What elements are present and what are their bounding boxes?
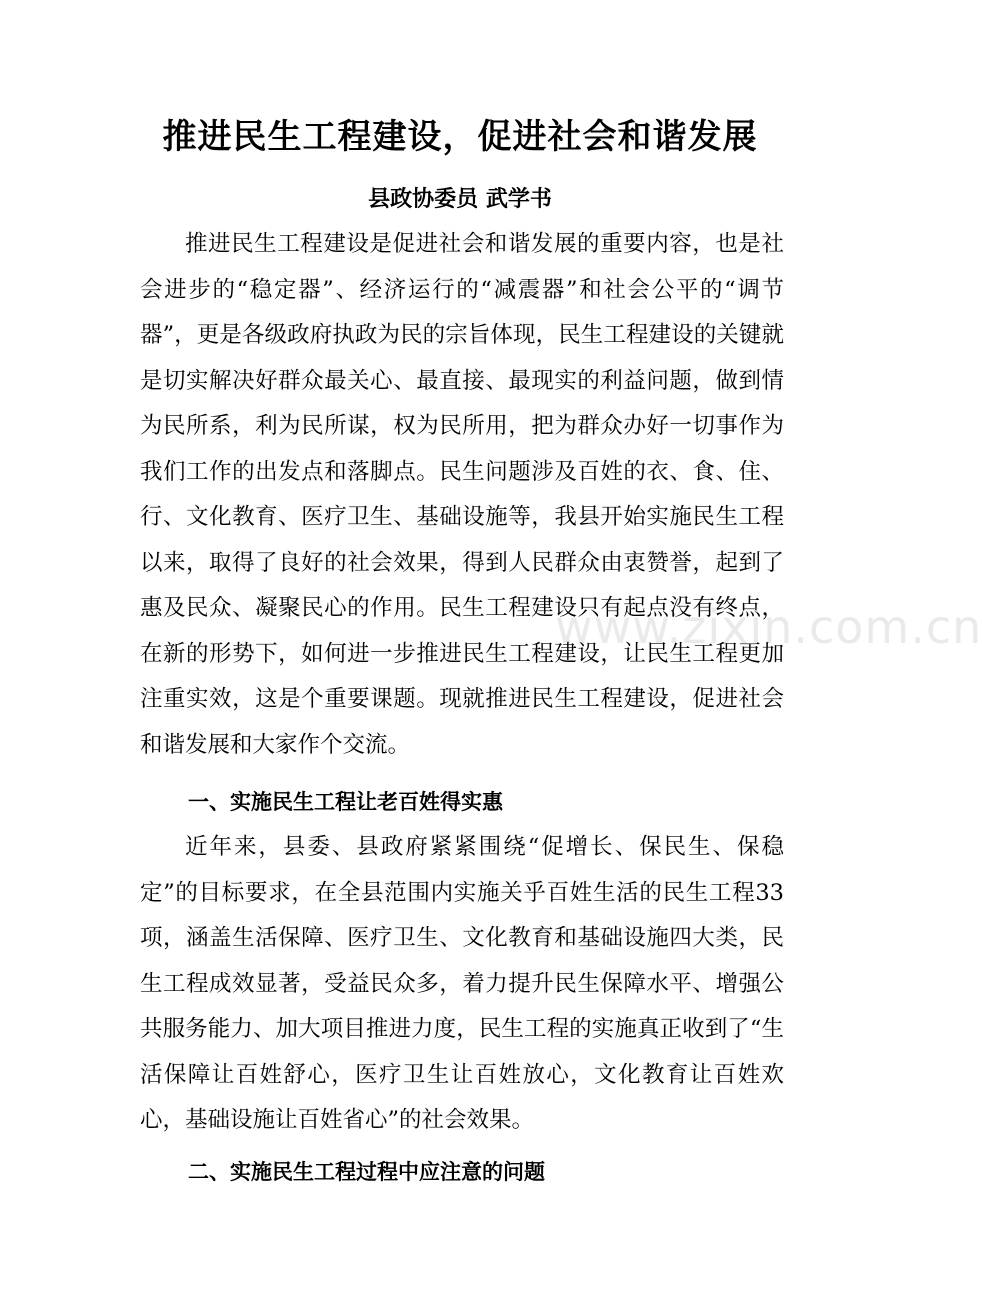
section-heading-2: 二、实施民生工程过程中应注意的问题 — [188, 1160, 545, 1184]
watermark: www.zixin.com.cn — [555, 600, 982, 654]
body-paragraph-intro: 推进民生工程建设是促进社会和谐发展的重要内容，也是社会进步的“稳定器”、经济运行的“减震器”和社会公平的“调节器”，更是各级政府执政为民的宗旨体现，民生工程建设的关键就是切实解决好群众最关心、最直接、最现实的利益问题，做到情为民所系，利为民所谋，权为民所用，把为群众办好一切事作为我们工作的出发点和落脚点。民生问题涉及百姓的衣、食、住、行、文化教育、医疗卫生、基础设施等，我县开始实施民生工程以来，取得了良好的社会效果，得到人民群众由衷赞誉，起到了惠及民众、凝聚民心的作用。民生工程建设只有起点没有终点，在新的形势下，如何进一步推进民生工程建设，让民生工程更加注重实效，这是个重要课题。现就推进民生工程建设，促进社会和谐发展和大家作个交流。 — [140, 231, 784, 758]
body-paragraph-section-1: 近年来，县委、县政府紧紧围绕“促增长、保民生、保稳定”的目标要求，在全县范围内实施关乎百姓生活的民生工程33项，涵盖生活保障、医疗卫生、文化教育和基础设施四大类，民生工程成效显著，受益民众多，着力提升民生保障水平、增强公共服务能力、加大项目推进力度，民生工程的实施真正收到了“生活保障让百姓舒心，医疗卫生让百姓放心，文化教育让百姓欢心，基础设施让百姓省心”的社会效果。 — [140, 834, 784, 1133]
document-title: 推进民生工程建设，促进社会和谐发展 — [162, 117, 758, 157]
section-heading-1: 一、实施民生工程让老百姓得实惠 — [188, 790, 503, 814]
document-author: 县政协委员 武学书 — [368, 187, 552, 212]
